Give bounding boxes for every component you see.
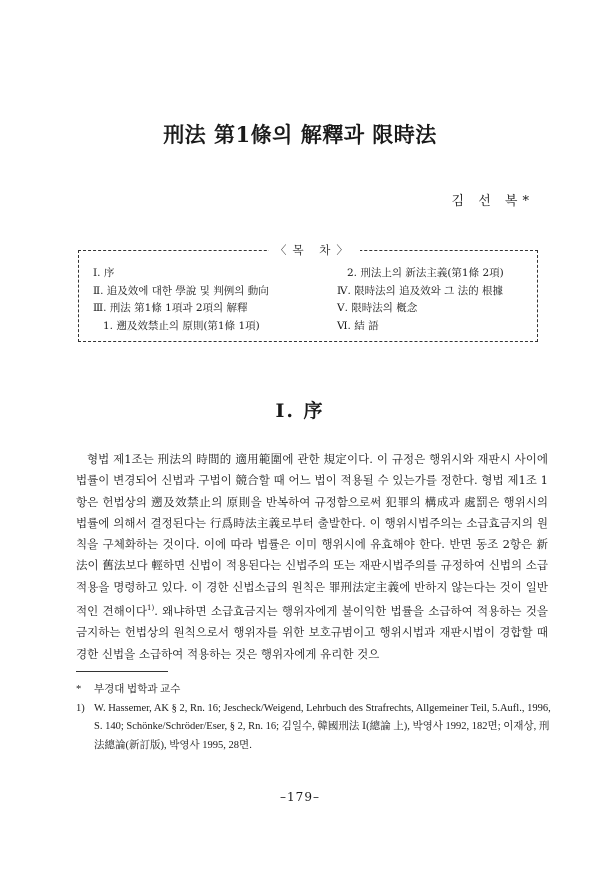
body-text [76,449,548,665]
toc-item: 1. 遡及效禁止의 原則(第1條 1項) [103,319,260,332]
footnotes [76,681,552,755]
footnote [76,700,552,756]
toc-item: Ⅲ. 刑法 第1條 1項과 2項의 解釋 [93,302,248,314]
footnote [76,681,552,700]
footnote-mark: 1) [76,702,85,714]
toc-right-column [337,265,504,335]
toc-left-column [93,265,269,335]
toc-item: Ⅴ. 限時法의 槪念 [337,302,418,314]
paragraph-text: 형법 제1조는 刑法의 時間的 適用範圍에 관한 規定이다. 이 규정은 행위시와 재판시 사이에 법률이 변경되어 신법과 구법이 競合할 때 어느 법이 적용될 수 있는가를 정한다. 형법 제1조 1항은 헌법상의 遡及效禁止의 原則을 반복하여 규정함으로써 犯罪의 構成과 處罰은 행위시의 법률에 의해서 결정된다는 行爲時法主義로부터 출발한다. 이 행위시법주의는 소급효금지의 원칙을 구체화하는 것이다. 이에 따라 법률은 이미 행위시에 유효해야 한다. 반면 동조 2항은 新法이 舊法보다 輕하면 신법이 적용된다는 신법주의 또는 재판시법주의를 규정하여 신법의 소급적용을 명령하고 있다. 이 경한 신법소급의 원칙은 罪刑法定主義에 반하지 않는다는 것이 일반적인 견해이다 [76,452,548,618]
footnote-mark: * [76,684,82,695]
author-name: 김 선 복* [451,194,534,209]
section-heading: Ⅰ. 序 [275,400,325,422]
footnote-reference: 1) [147,604,155,613]
toc-item: Ⅳ. 限時法의 追及效와 그 法的 根據 [337,284,503,297]
toc-item: Ⅱ. 追及效에 대한 學說 및 判例의 動向 [93,284,269,297]
page-number: –179– [280,790,320,804]
footnote-divider [76,671,168,672]
footnote-text: 부경대 법학과 교수 [94,684,181,695]
article-title: 刑法 第1條의 解釋과 限時法 [163,122,437,147]
footnote-text: W. Hassemer, AK § 2, Rn. 16; Jescheck/Weigend, Lehrbuch des Strafrechts, Allgemeiner Teil, 5.Aufl., 1996, S. 140; Schönke/Schröder/Eser, § 2, Rn. 16; 김일수, 韓國刑法 Ⅰ(總論 上), 박영사 1992, 182면; 이재상, 刑法總論(新訂版), 박영사 1995, 28면. [94,702,551,751]
table-of-contents [78,243,538,342]
toc-item: Ⅵ. 結 語 [337,319,379,332]
toc-item: 2. 刑法上의 新法主義(第1條 2項) [347,267,504,279]
paragraph-text-continued: . 왜냐하면 소급효금지는 행위자에게 불이익한 법률을 소급하여 적용하는 것을 금지하는 헌법상의 원칙으로서 행위자를 위한 보호규범이고 행위시법과 재판시법이 경합할 때 경한 신법을 소급하여 적용하는 것은 행위자에게 유리한 것으 [76,603,549,661]
toc-item: Ⅰ. 序 [93,267,115,279]
toc-heading: 〈목 차〉 [269,242,360,258]
body-paragraph [76,449,548,665]
